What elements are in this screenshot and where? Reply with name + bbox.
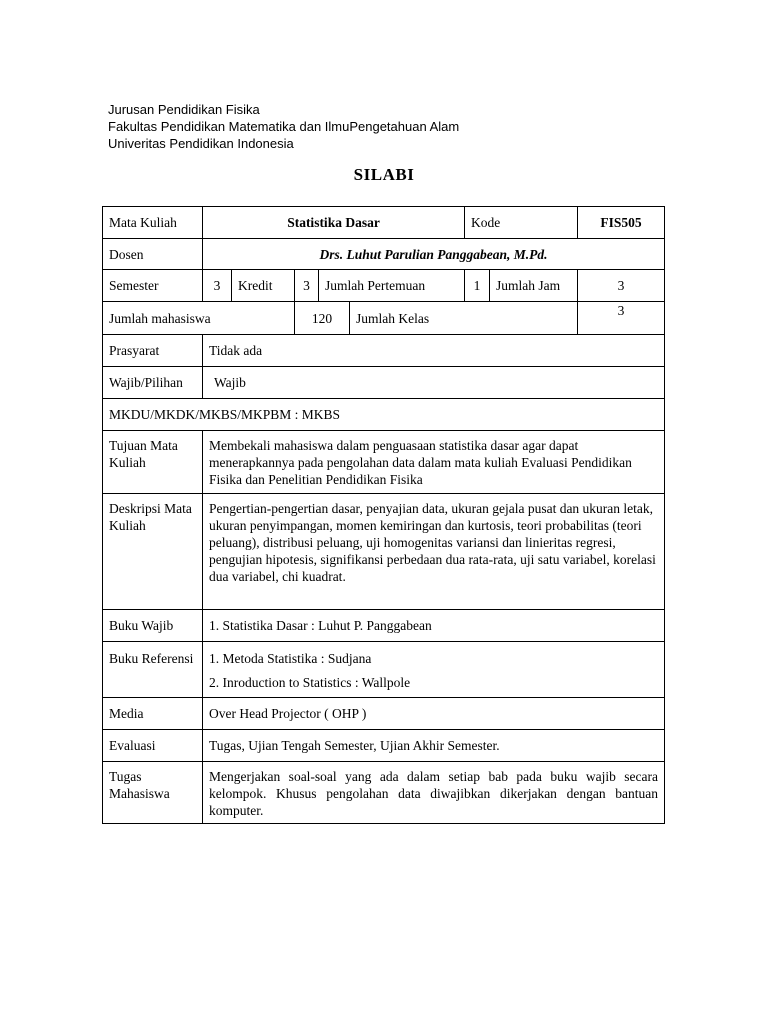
buku-referensi-list: [203, 642, 665, 698]
row-tujuan: [103, 431, 665, 494]
jumlah-mahasiswa-value: 120: [295, 302, 350, 335]
mkdu-value: MKDU/MKDK/MKBS/MKPBM : MKBS: [103, 399, 665, 431]
page-title: SILABI: [353, 165, 415, 184]
tugas-value: Mengerjakan soal-soal yang ada dalam setiap bab pada buku wajib secara kelompok. Khusus pengolahan data diwajibkan dikerjakan dengan bantuan komputer.: [203, 762, 665, 824]
row-mahasiswa: [103, 302, 665, 335]
buku-referensi-item: 1. Metoda Statistika : Sudjana: [209, 651, 372, 666]
wajib-pilihan-label: Wajib/Pilihan: [103, 367, 203, 399]
semester-value: 3: [203, 270, 232, 302]
deskripsi-value: Pengertian-pengertian dasar, penyajian data, ukuran gejala pusat dan ukuran letak, ukuran penyimpangan, momen kemiringan dan kurtosis, teori probabilitas (teori peluang), distribusi peluang, uji homogenitas variansi dan linieritas regresi, pengujian hipotesis, signifikansi perbedaan dua rata-rata, uji satu variabel, korelasi dua variabel, chi kuadrat.: [203, 494, 665, 610]
row-tugas: [103, 762, 665, 824]
dosen-value: Drs. Luhut Parulian Panggabean, M.Pd.: [203, 239, 665, 270]
institution-header: [108, 101, 459, 152]
tujuan-label: Tujuan Mata Kuliah: [103, 431, 203, 494]
semester-label: Semester: [103, 270, 203, 302]
kredit-label: Kredit: [232, 270, 295, 302]
mata-kuliah-value: Statistika Dasar: [203, 207, 465, 239]
evaluasi-value: Tugas, Ujian Tengah Semester, Ujian Akhir Semester.: [203, 730, 665, 762]
prasyarat-label: Prasyarat: [103, 335, 203, 367]
buku-referensi-label: Buku Referensi: [103, 642, 203, 698]
mata-kuliah-label: Mata Kuliah: [103, 207, 203, 239]
row-mkdu: [103, 399, 665, 431]
tujuan-value: Membekali mahasiswa dalam penguasaan statistika dasar agar dapat menerapkannya pada pengolahan data dalam mata kuliah Evaluasi Pendidikan Fisika dan Penelitian Pendidikan Fisika: [203, 431, 665, 494]
row-semester: [103, 270, 665, 302]
buku-referensi-item: 2. Inroduction to Statistics : Wallpole: [209, 675, 411, 690]
row-deskripsi: [103, 494, 665, 610]
row-buku-wajib: [103, 610, 665, 642]
university-name: Univeritas Pendidikan Indonesia: [108, 136, 294, 151]
jumlah-pertemuan-label: Jumlah Pertemuan: [319, 270, 465, 302]
wajib-pilihan-value: Wajib: [203, 367, 665, 399]
buku-wajib-item: 1. Statistika Dasar : Luhut P. Panggabean: [203, 610, 665, 642]
jumlah-kelas-value: 3: [578, 302, 665, 335]
row-mata-kuliah: [103, 207, 665, 239]
media-value: Over Head Projector ( OHP ): [203, 698, 665, 730]
syllabus-table: [102, 206, 665, 824]
jumlah-mahasiswa-label: Jumlah mahasiswa: [103, 302, 295, 335]
kode-value: FIS505: [578, 207, 665, 239]
prasyarat-value: Tidak ada: [203, 335, 665, 367]
row-wajib-pilihan: [103, 367, 665, 399]
kode-label: Kode: [465, 207, 578, 239]
jumlah-jam-label: Jumlah Jam: [490, 270, 578, 302]
buku-wajib-label: Buku Wajib: [103, 610, 203, 642]
row-prasyarat: [103, 335, 665, 367]
kredit-value: 3: [295, 270, 319, 302]
row-evaluasi: [103, 730, 665, 762]
jumlah-kelas-label: Jumlah Kelas: [350, 302, 578, 335]
department-name: Jurusan Pendidikan Fisika: [108, 102, 260, 117]
evaluasi-label: Evaluasi: [103, 730, 203, 762]
jumlah-jam-value: 3: [578, 270, 665, 302]
row-buku-referensi: [103, 642, 665, 698]
deskripsi-label: Deskripsi Mata Kuliah: [103, 494, 203, 610]
jumlah-pertemuan-value: 1: [465, 270, 490, 302]
row-media: [103, 698, 665, 730]
media-label: Media: [103, 698, 203, 730]
tugas-label: Tugas Mahasiswa: [103, 762, 203, 824]
faculty-name: Fakultas Pendidikan Matematika dan IlmuPengetahuan Alam: [108, 119, 460, 134]
dosen-label: Dosen: [103, 239, 203, 270]
row-dosen: [103, 239, 665, 270]
